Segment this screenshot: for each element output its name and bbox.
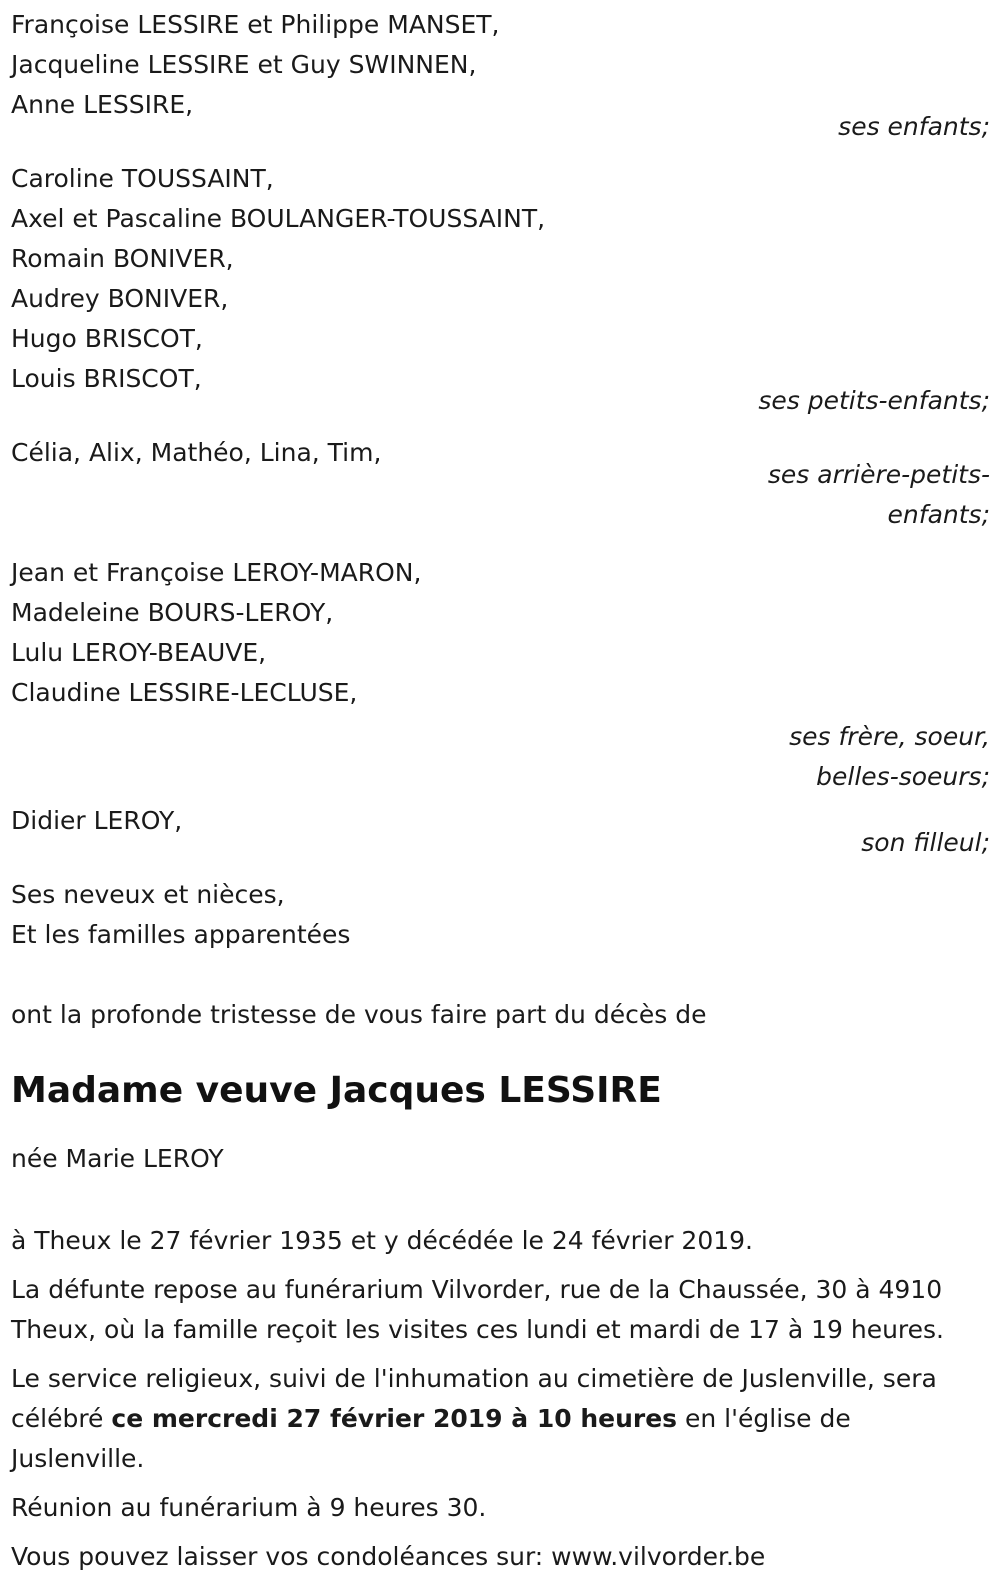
- relation-label: enfants;: [887, 500, 990, 529]
- relation-label: ses enfants;: [838, 112, 990, 141]
- spacer: [11, 1179, 990, 1219]
- service-text-end: en l'église de Juslenville.: [11, 1404, 851, 1473]
- family-name-line: Ses neveux et nièces,: [11, 880, 285, 909]
- service-text-start: Le service religieux, suivi de l'inhumation au cimetière de Juslenville, sera célébré: [11, 1364, 937, 1433]
- announcement-text: ont la profonde tristesse de vous faire part du décès de: [11, 1000, 707, 1029]
- godson-group: [11, 801, 990, 863]
- family-name-line: Audrey BONIVER,: [11, 284, 229, 313]
- grandchildren-group: [11, 159, 990, 421]
- family-name-line: Claudine LESSIRE-LECLUSE,: [11, 678, 358, 707]
- family-name-line: Lulu LEROY-BEAUVE,: [11, 638, 267, 667]
- relation-label: belles-soeurs;: [816, 762, 990, 791]
- family-name-line: Caroline TOUSSAINT,: [11, 164, 274, 193]
- family-name-line: Axel et Pascaline BOULANGER-TOUSSAINT,: [11, 204, 546, 233]
- service-text: [11, 1359, 990, 1479]
- family-name-line: Louis BRISCOT,: [11, 364, 202, 393]
- deceased-name: Madame veuve Jacques LESSIRE: [11, 1070, 662, 1111]
- relation-label: ses frère, soeur,: [789, 722, 990, 751]
- relation-label: ses petits-enfants;: [758, 386, 990, 415]
- repose-text: La défunte repose au funérarium Vilvorder, rue de la Chaussée, 30 à 4910 Theux, où la famille reçoit les visites ces lundi et mardi de 17 à 19 heures.: [11, 1275, 945, 1344]
- children-group: [11, 5, 990, 147]
- other-relatives-group: [11, 875, 990, 955]
- family-name-line: Françoise LESSIRE et Philippe MANSET,: [11, 10, 500, 39]
- family-name-line: Jean et Françoise LEROY-MARON,: [11, 558, 422, 587]
- condolences-text: Vous pouvez laisser vos condoléances sur: www.vilvorder.be: [11, 1542, 766, 1571]
- birth-name: née Marie LEROY: [11, 1144, 224, 1173]
- dates-text: à Theux le 27 février 1935 et y décédée le 24 février 2019.: [11, 1226, 753, 1255]
- great-grandchildren-group: [11, 433, 990, 535]
- family-name-line: Anne LESSIRE,: [11, 90, 194, 119]
- relation-label: son filleul;: [861, 828, 990, 857]
- family-name-line: Madeleine BOURS-LEROY,: [11, 598, 334, 627]
- family-name-line: Romain BONIVER,: [11, 244, 234, 273]
- family-name-line: Jacqueline LESSIRE et Guy SWINNEN,: [11, 50, 477, 79]
- service-datetime: ce mercredi 27 février 2019 à 10 heures: [111, 1404, 678, 1433]
- relation-label: ses arrière-petits-: [767, 460, 990, 489]
- family-name-line: Et les familles apparentées: [11, 920, 351, 949]
- spacer: [11, 955, 990, 995]
- family-name-line: Hugo BRISCOT,: [11, 324, 203, 353]
- reunion-text: Réunion au funérarium à 9 heures 30.: [11, 1493, 487, 1522]
- family-name-line: Didier LEROY,: [11, 806, 183, 835]
- siblings-group: [11, 553, 990, 797]
- family-name-line: Célia, Alix, Mathéo, Lina, Tim,: [11, 438, 382, 467]
